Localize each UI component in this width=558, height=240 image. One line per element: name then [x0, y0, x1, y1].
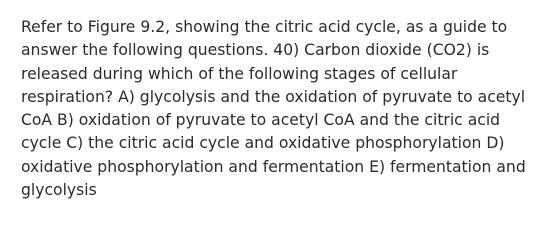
question-line: respiration? A) glycolysis and the oxidation of pyruvate to acetyl — [21, 87, 526, 106]
question-line: answer the following questions. 40) Carbon dioxide (CO2) is — [21, 41, 490, 60]
question-line: Refer to Figure 9.2, showing the citric acid cycle, as a guide to — [21, 18, 508, 36]
question-line: released during which of the following stages of cellular — [21, 64, 458, 83]
question-line: glycolysis — [21, 181, 97, 200]
question-text — [21, 16, 541, 202]
question-line: oxidative phosphorylation and fermentation E) fermentation and — [21, 157, 526, 176]
question-line: cycle C) the citric acid cycle and oxidative phosphorylation D) — [21, 134, 505, 153]
question-line: CoA B) oxidation of pyruvate to acetyl CoA and the citric acid — [21, 111, 501, 130]
